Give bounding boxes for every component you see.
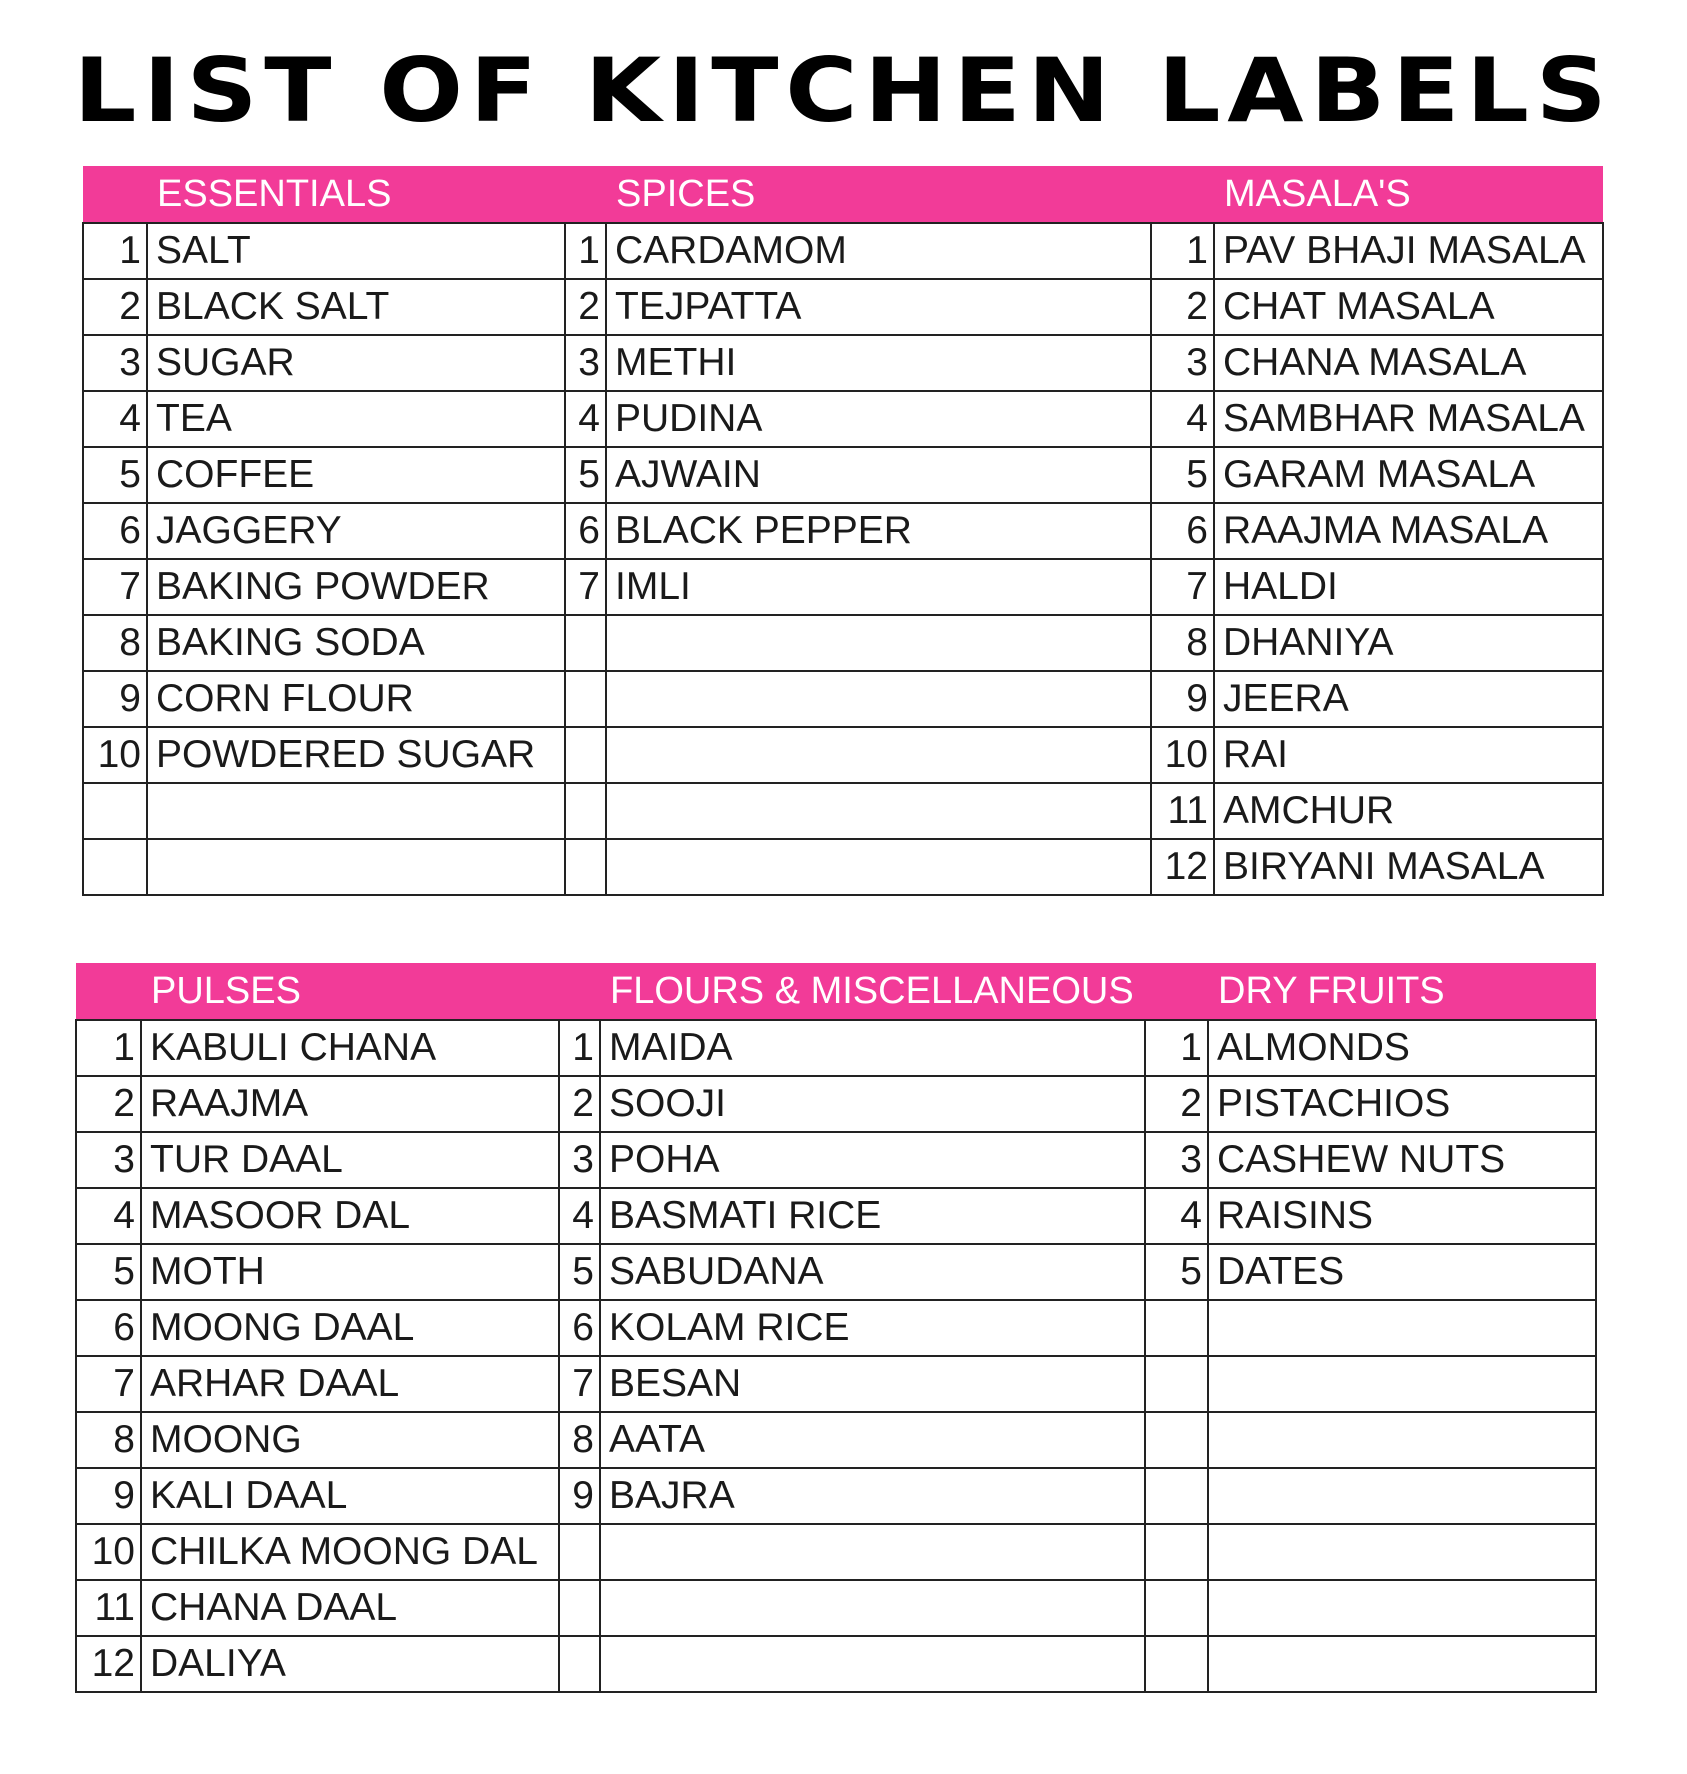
item-label: MAIDA: [600, 1020, 1145, 1076]
item-label: CORN FLOUR: [147, 671, 565, 727]
item-label: SUGAR: [147, 335, 565, 391]
column-header: PULSES: [141, 963, 559, 1020]
table-row: [76, 1356, 1596, 1412]
item-label: SALT: [147, 223, 565, 279]
item-label: [1208, 1468, 1596, 1524]
item-number: 9: [1151, 671, 1214, 727]
item-number: 3: [1145, 1132, 1208, 1188]
column-header: FLOURS & MISCELLANEOUS: [600, 963, 1145, 1020]
item-number: 10: [76, 1524, 141, 1580]
item-label: MOONG: [141, 1412, 559, 1468]
item-label: COFFEE: [147, 447, 565, 503]
item-label: CARDAMOM: [606, 223, 1151, 279]
item-label: GARAM MASALA: [1214, 447, 1603, 503]
item-label: [147, 783, 565, 839]
table-row: [83, 839, 1603, 895]
column-header: MASALA'S: [1214, 166, 1603, 223]
item-label: TEA: [147, 391, 565, 447]
item-number: 6: [83, 503, 147, 559]
item-label: DALIYA: [141, 1636, 559, 1692]
item-number: [1145, 1300, 1208, 1356]
item-number: 2: [559, 1076, 600, 1132]
item-number: 7: [1151, 559, 1214, 615]
item-label: [600, 1524, 1145, 1580]
item-label: PISTACHIOS: [1208, 1076, 1596, 1132]
item-label: CASHEW NUTS: [1208, 1132, 1596, 1188]
labels-table-top: [82, 166, 1602, 896]
item-label: MASOOR DAL: [141, 1188, 559, 1244]
item-number: 3: [1151, 335, 1214, 391]
column-header: ESSENTIALS: [147, 166, 565, 223]
item-number: 6: [1151, 503, 1214, 559]
item-number: [83, 783, 147, 839]
item-number: 12: [76, 1636, 141, 1692]
item-label: PUDINA: [606, 391, 1151, 447]
item-number: 11: [1151, 783, 1214, 839]
item-label: CHANA DAAL: [141, 1580, 559, 1636]
item-label: BAJRA: [600, 1468, 1145, 1524]
item-number: 5: [1151, 447, 1214, 503]
item-label: HALDI: [1214, 559, 1603, 615]
header-row: [76, 963, 1596, 1020]
table-row: [83, 391, 1603, 447]
item-label: RAISINS: [1208, 1188, 1596, 1244]
item-label: TEJPATTA: [606, 279, 1151, 335]
item-label: [606, 783, 1151, 839]
table-row: [83, 447, 1603, 503]
table-row: [76, 1020, 1596, 1076]
labels-grid: [82, 166, 1604, 896]
item-number: [565, 615, 606, 671]
item-label: MOTH: [141, 1244, 559, 1300]
item-label: [1208, 1636, 1596, 1692]
table-row: [76, 1580, 1596, 1636]
table-row: [76, 1468, 1596, 1524]
item-number: [565, 783, 606, 839]
item-label: [1208, 1524, 1596, 1580]
item-label: SAMBHAR MASALA: [1214, 391, 1603, 447]
item-number: [1145, 1468, 1208, 1524]
table-row: [76, 1300, 1596, 1356]
item-number: 3: [559, 1132, 600, 1188]
item-label: JAGGERY: [147, 503, 565, 559]
table-row: [76, 1132, 1596, 1188]
item-number: 5: [565, 447, 606, 503]
table-row: [76, 1188, 1596, 1244]
item-number: 1: [559, 1020, 600, 1076]
column-header: SPICES: [606, 166, 1151, 223]
item-number: [559, 1636, 600, 1692]
item-label: [606, 727, 1151, 783]
item-label: BAKING SODA: [147, 615, 565, 671]
table-row: [83, 335, 1603, 391]
table-row: [76, 1076, 1596, 1132]
item-number: [559, 1580, 600, 1636]
item-label: RAI: [1214, 727, 1603, 783]
labels-table-bottom: [75, 963, 1595, 1693]
item-label: [1208, 1412, 1596, 1468]
item-number: 2: [83, 279, 147, 335]
item-label: PAV BHAJI MASALA: [1214, 223, 1603, 279]
item-label: POWDERED SUGAR: [147, 727, 565, 783]
header-row: [83, 166, 1603, 223]
item-number: 9: [559, 1468, 600, 1524]
item-number: 2: [1151, 279, 1214, 335]
item-label: KOLAM RICE: [600, 1300, 1145, 1356]
item-number: 1: [76, 1020, 141, 1076]
item-number: 6: [76, 1300, 141, 1356]
item-number: 4: [1151, 391, 1214, 447]
item-label: ARHAR DAAL: [141, 1356, 559, 1412]
item-number: 2: [76, 1076, 141, 1132]
item-label: KABULI CHANA: [141, 1020, 559, 1076]
item-number: [83, 839, 147, 895]
item-number: 6: [559, 1300, 600, 1356]
table-row: [83, 727, 1603, 783]
item-number: 8: [1151, 615, 1214, 671]
table-row: [76, 1244, 1596, 1300]
item-number: 10: [83, 727, 147, 783]
item-label: METHI: [606, 335, 1151, 391]
item-label: [600, 1636, 1145, 1692]
item-label: [1208, 1356, 1596, 1412]
item-number: 9: [83, 671, 147, 727]
item-label: BESAN: [600, 1356, 1145, 1412]
item-number: 5: [559, 1244, 600, 1300]
table-row: [83, 615, 1603, 671]
item-number: 7: [76, 1356, 141, 1412]
item-number: 2: [1145, 1076, 1208, 1132]
item-number: 3: [76, 1132, 141, 1188]
item-number: [565, 671, 606, 727]
item-label: DATES: [1208, 1244, 1596, 1300]
item-label: KALI DAAL: [141, 1468, 559, 1524]
item-label: AJWAIN: [606, 447, 1151, 503]
item-number: 5: [1145, 1244, 1208, 1300]
labels-grid: [75, 963, 1597, 1693]
item-number: 5: [83, 447, 147, 503]
item-number: 7: [565, 559, 606, 615]
item-number: 1: [1145, 1020, 1208, 1076]
item-number: 1: [1151, 223, 1214, 279]
item-label: RAAJMA: [141, 1076, 559, 1132]
item-label: SOOJI: [600, 1076, 1145, 1132]
page-title: LIST OF KITCHEN LABELS: [73, 39, 1614, 142]
item-number: 4: [559, 1188, 600, 1244]
table-row: [83, 503, 1603, 559]
table-row: [76, 1524, 1596, 1580]
item-number: [1145, 1636, 1208, 1692]
item-number: [1145, 1412, 1208, 1468]
item-label: [147, 839, 565, 895]
item-number: 3: [565, 335, 606, 391]
item-label: AATA: [600, 1412, 1145, 1468]
item-label: SABUDANA: [600, 1244, 1145, 1300]
item-label: BLACK PEPPER: [606, 503, 1151, 559]
item-label: ALMONDS: [1208, 1020, 1596, 1076]
table-row: [83, 671, 1603, 727]
item-number: [1145, 1356, 1208, 1412]
item-number: 8: [76, 1412, 141, 1468]
item-label: BIRYANI MASALA: [1214, 839, 1603, 895]
item-number: 4: [76, 1188, 141, 1244]
table-row: [76, 1412, 1596, 1468]
item-number: 10: [1151, 727, 1214, 783]
item-number: 4: [565, 391, 606, 447]
item-label: [1208, 1580, 1596, 1636]
item-number: 8: [559, 1412, 600, 1468]
item-label: CHILKA MOONG DAL: [141, 1524, 559, 1580]
item-number: 4: [1145, 1188, 1208, 1244]
item-label: IMLI: [606, 559, 1151, 615]
item-label: BASMATI RICE: [600, 1188, 1145, 1244]
item-label: RAAJMA MASALA: [1214, 503, 1603, 559]
item-number: 7: [83, 559, 147, 615]
item-number: [1145, 1524, 1208, 1580]
item-label: [600, 1580, 1145, 1636]
item-label: [606, 615, 1151, 671]
table-row: [83, 783, 1603, 839]
item-number: 5: [76, 1244, 141, 1300]
item-number: [565, 839, 606, 895]
item-label: BAKING POWDER: [147, 559, 565, 615]
item-number: 11: [76, 1580, 141, 1636]
item-number: 6: [565, 503, 606, 559]
table-row: [83, 279, 1603, 335]
table-row: [76, 1636, 1596, 1692]
item-number: 3: [83, 335, 147, 391]
item-number: 7: [559, 1356, 600, 1412]
item-label: [606, 671, 1151, 727]
item-label: [1208, 1300, 1596, 1356]
item-number: 9: [76, 1468, 141, 1524]
item-label: BLACK SALT: [147, 279, 565, 335]
item-label: JEERA: [1214, 671, 1603, 727]
item-label: AMCHUR: [1214, 783, 1603, 839]
item-number: 12: [1151, 839, 1214, 895]
item-number: [559, 1524, 600, 1580]
item-label: POHA: [600, 1132, 1145, 1188]
table-row: [83, 559, 1603, 615]
item-number: [1145, 1580, 1208, 1636]
table-row: [83, 223, 1603, 279]
item-label: DHANIYA: [1214, 615, 1603, 671]
item-label: CHANA MASALA: [1214, 335, 1603, 391]
item-number: 4: [83, 391, 147, 447]
item-label: TUR DAAL: [141, 1132, 559, 1188]
item-number: 1: [83, 223, 147, 279]
item-label: MOONG DAAL: [141, 1300, 559, 1356]
item-number: 8: [83, 615, 147, 671]
item-number: [565, 727, 606, 783]
item-label: CHAT MASALA: [1214, 279, 1603, 335]
item-number: 2: [565, 279, 606, 335]
item-label: [606, 839, 1151, 895]
item-number: 1: [565, 223, 606, 279]
column-header: DRY FRUITS: [1208, 963, 1596, 1020]
